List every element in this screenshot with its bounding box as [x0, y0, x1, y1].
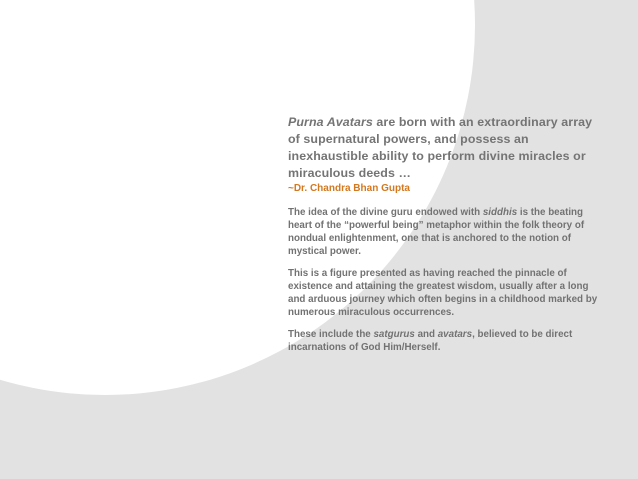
paragraph-3-emphasis-2: avatars [437, 329, 473, 340]
quote-attribution: ~Dr. Chandra Bhan Gupta [288, 183, 410, 194]
paragraph-1-emphasis: siddhis [482, 207, 518, 218]
paragraph-3-emphasis-1: satgurus [373, 329, 415, 340]
text-content [288, 114, 598, 354]
paragraph-3-middle: and [414, 329, 438, 340]
quote [288, 114, 598, 182]
paragraph-1-before: The idea of the divine guru endowed with [288, 207, 483, 218]
paragraph-1-after: is the beating heart of the “powerful being” metaphor within the folk theory of nondual enlightenment, one that is anchored to the notion of mystical power. [288, 207, 585, 257]
quote-text: are born with an extraordinary array of supernatural powers, and possess an inexhaustible ability to perform divine miracles or miraculous deeds … [288, 115, 593, 180]
paragraph-2-text: This is a figure presented as having reached the pinnacle of existence and attaining the greatest wisdom, usually after a long and arduous journey which often begins in a childhood marked by numerous miraculous occurrences. [288, 268, 598, 318]
paragraph-3 [288, 328, 598, 354]
paragraph-2 [288, 267, 598, 319]
paragraph-3-before: These include the [288, 329, 374, 340]
paragraph-1 [288, 206, 598, 258]
paragraph-3-after: , believed to be direct incarnations of God Him/Herself. [288, 329, 573, 353]
quote-emphasis: Purna Avatars [288, 115, 373, 129]
